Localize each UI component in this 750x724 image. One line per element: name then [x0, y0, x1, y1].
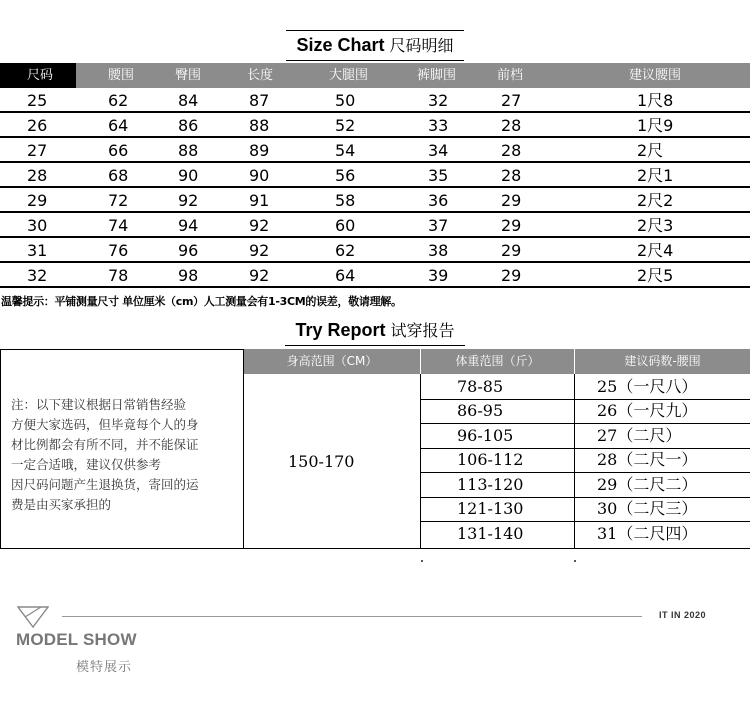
cell-waist: 76: [108, 241, 129, 260]
cell-thigh: 58: [335, 191, 356, 210]
cell-hip: 98: [178, 266, 199, 285]
cell-size: 27: [27, 141, 48, 160]
note-line: 因尺码问题产生退换货，寄回的运: [11, 477, 199, 492]
cell-hip: 94: [178, 216, 199, 235]
weight-range-value: 86-95: [457, 401, 504, 420]
cell-thigh: 62: [335, 241, 356, 260]
row-divider: [420, 497, 750, 498]
weight-range-value: 121-130: [457, 499, 524, 518]
size-chart-row: [0, 213, 750, 238]
cell-thigh: 60: [335, 216, 356, 235]
cell-length: 92: [249, 216, 270, 235]
row-divider: [420, 521, 750, 522]
size-chart-title-en: Size Chart: [296, 35, 385, 55]
header-thigh: 大腿围: [329, 68, 369, 83]
size-chart-row: [0, 188, 750, 213]
suggested-size-value: 30（二尺三）: [597, 499, 698, 518]
cell-size: 26: [27, 116, 48, 135]
size-chart-row: [0, 263, 750, 288]
cell-front-rise: 28: [501, 166, 522, 185]
cell-leg-opening: 34: [428, 141, 449, 160]
cell-thigh: 64: [335, 266, 356, 285]
cell-size: 31: [27, 241, 48, 260]
cell-suggested-waist: 2尺1: [637, 166, 674, 185]
cell-front-rise: 27: [501, 91, 522, 110]
cell-length: 90: [249, 166, 270, 185]
note-line: 注：以下建议根据日常销售经验: [11, 397, 187, 412]
cell-leg-opening: 33: [428, 116, 449, 135]
height-range-value: 150-170: [288, 452, 355, 471]
cell-length: 87: [249, 91, 270, 110]
header-front-rise: 前档: [497, 68, 524, 83]
cell-hip: 96: [178, 241, 199, 260]
cell-leg-opening: 37: [428, 216, 449, 235]
row-divider: [420, 423, 750, 424]
note-line: 一定合适哦，建议仅供参考: [11, 457, 162, 472]
try-report-note: [11, 395, 237, 515]
triangle-logo-icon: [17, 606, 49, 628]
cell-hip: 84: [178, 91, 199, 110]
size-chart-header-row: [0, 63, 750, 88]
cell-length: 92: [249, 241, 270, 260]
cell-leg-opening: 39: [428, 266, 449, 285]
header-length: 长度: [247, 68, 274, 83]
try-report-title: [0, 318, 750, 344]
cell-front-rise: 29: [501, 241, 522, 260]
model-show-cn-label: 模特展示: [76, 660, 133, 675]
cell-size: 28: [27, 166, 48, 185]
weight-range-value: 113-120: [457, 474, 524, 494]
note-line: 材比例都会有所不同，并不能保证: [11, 437, 199, 452]
cell-front-rise: 29: [501, 191, 522, 210]
cell-thigh: 52: [335, 116, 356, 135]
cell-hip: 92: [178, 191, 199, 210]
weight-range-value: 106-112: [457, 450, 524, 469]
header-size: 尺码: [27, 68, 54, 83]
cell-thigh: 56: [335, 166, 356, 185]
size-chart-row: [0, 88, 750, 113]
cell-suggested-waist: 2尺4: [637, 241, 674, 260]
suggested-size-value: 26（一尺九）: [597, 401, 698, 420]
header-hip: 臀围: [175, 68, 202, 83]
note-line: 方便大家选码，但毕竟每个人的身: [11, 417, 199, 432]
row-divider: [420, 472, 750, 473]
cell-thigh: 54: [335, 141, 356, 160]
note-line: 费是由买家承担的: [11, 497, 112, 512]
try-report-table: [0, 349, 750, 549]
cell-length: 88: [249, 116, 270, 135]
cell-waist: 66: [108, 141, 129, 160]
header-weight-range: 体重范围（斤）: [421, 349, 574, 374]
cell-length: 89: [249, 141, 270, 160]
suggested-size-value: 27（二尺）: [597, 425, 682, 445]
row-divider: [420, 399, 750, 400]
weight-range-value: 131-140: [457, 523, 524, 543]
header-waist: 腰围: [108, 68, 135, 83]
weight-range-value: 78-85: [457, 376, 504, 396]
footer-divider: [62, 616, 642, 617]
cell-suggested-waist: 2尺3: [637, 216, 674, 235]
header-height-range: 身高范围（CM）: [244, 349, 420, 374]
cell-size: 32: [27, 266, 48, 285]
model-show-label: MODEL SHOW: [16, 630, 137, 649]
suggested-size-value: 31（二尺四）: [597, 523, 698, 543]
cell-front-rise: 29: [501, 216, 522, 235]
row-divider: [0, 286, 750, 288]
cell-suggested-waist: 2尺: [637, 141, 664, 160]
cell-suggested-waist: 2尺5: [637, 266, 674, 285]
weight-range-value: 96-105: [457, 425, 514, 445]
cell-front-rise: 28: [501, 116, 522, 135]
cell-hip: 88: [178, 141, 199, 160]
cell-waist: 74: [108, 216, 129, 235]
cell-waist: 72: [108, 191, 129, 210]
size-chart-row: [0, 163, 750, 188]
size-chart-row: [0, 138, 750, 163]
size-chart-row: [0, 113, 750, 138]
cell-suggested-waist: 1尺9: [637, 116, 674, 135]
cell-waist: 68: [108, 166, 129, 185]
cell-length: 92: [249, 266, 270, 285]
cell-front-rise: 29: [501, 266, 522, 285]
cell-thigh: 50: [335, 91, 356, 110]
header-suggested-waist: 建议腰围: [629, 68, 682, 83]
cell-leg-opening: 38: [428, 241, 449, 260]
size-chart-title: [0, 33, 750, 59]
cell-suggested-waist: 1尺8: [637, 91, 674, 110]
cell-size: 25: [27, 91, 48, 110]
cell-size: 29: [27, 191, 48, 210]
size-chart-row: [0, 238, 750, 263]
cell-size: 30: [27, 216, 48, 235]
suggested-size-value: 25（一尺八）: [597, 376, 698, 396]
cell-hip: 90: [178, 166, 199, 185]
cell-suggested-waist: 2尺2: [637, 191, 674, 210]
header-suggested-size: 建议码数-腰围: [575, 349, 750, 374]
footer-tagline: IT IN 2020: [659, 610, 707, 620]
suggested-size-value: 29（二尺二）: [597, 474, 698, 494]
measurement-note: 温馨提示：平铺测量尺寸 单位厘米（cm）人工测量会有1-3CM的误差，敬请理解。: [1, 295, 402, 308]
try-report-title-cn: 试穿报告: [390, 321, 455, 340]
cell-leg-opening: 36: [428, 191, 449, 210]
size-chart-title-cn: 尺码明细: [389, 36, 454, 55]
header-leg-opening: 裤脚围: [417, 68, 457, 83]
row-divider: [420, 448, 750, 449]
cell-front-rise: 28: [501, 141, 522, 160]
cell-leg-opening: 32: [428, 91, 449, 110]
cell-waist: 64: [108, 116, 129, 135]
cell-waist: 62: [108, 91, 129, 110]
suggested-size-value: 28（二尺一）: [597, 450, 698, 469]
cell-hip: 86: [178, 116, 199, 135]
cell-leg-opening: 35: [428, 166, 449, 185]
cell-waist: 78: [108, 266, 129, 285]
cell-length: 91: [249, 191, 270, 210]
try-report-title-en: Try Report: [295, 320, 386, 340]
